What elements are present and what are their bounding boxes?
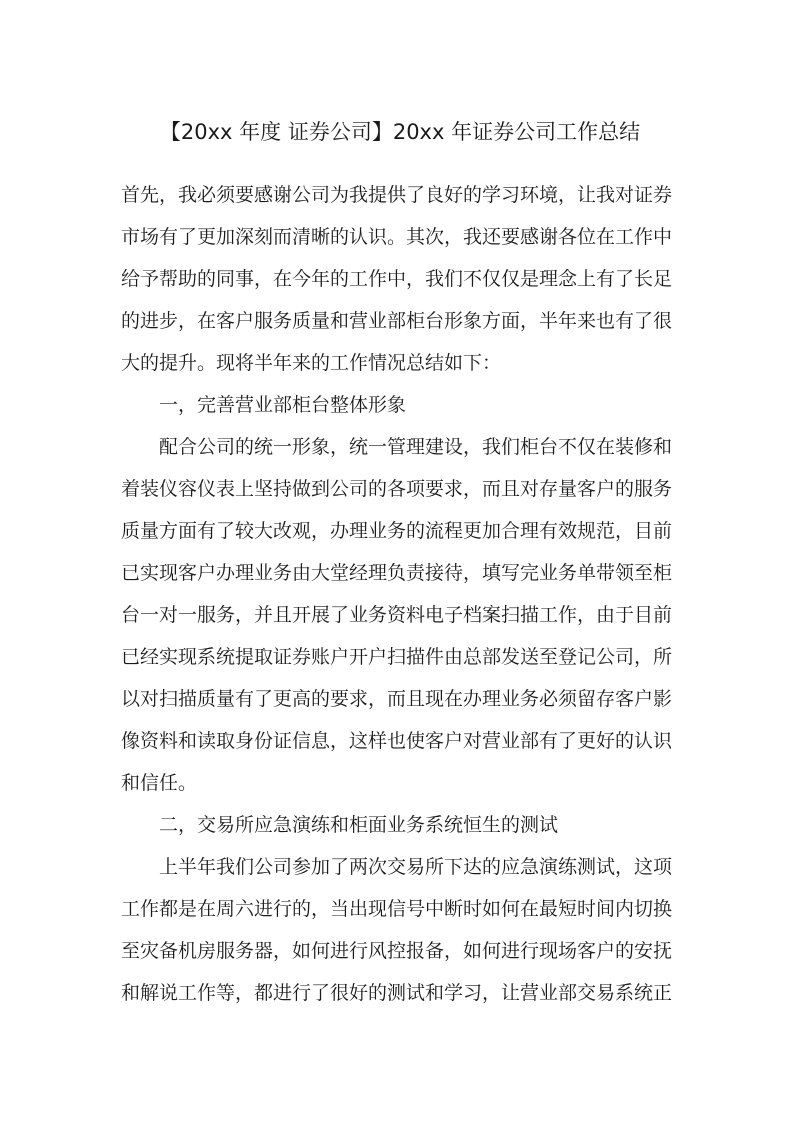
document-title: 【20xx 年度 证券公司】20xx 年证券公司工作总结 [159, 120, 641, 144]
body-line: 和信任。 [121, 772, 198, 794]
body-line: 给予帮助的同事，在今年的工作中，我们不仅仅是理念上有了长足 [121, 268, 673, 290]
body-line: 至灾备机房服务器，如何进行风控报备，如何进行现场客户的安抚 [121, 940, 673, 962]
body-line: 的进步，在客户服务质量和营业部柜台形象方面，半年来也有了很 [121, 310, 673, 332]
body-line: 大的提升。现将半年来的工作情况总结如下： [121, 352, 502, 374]
body-line: 工作都是在周六进行的，当出现信号中断时如何在最短时间内切换 [121, 898, 673, 920]
section-heading: 二，交易所应急演练和柜面业务系统恒生的测试 [159, 814, 559, 836]
body-line: 市场有了更加深刻而清晰的认识。其次，我还要感谢各位在工作中 [121, 226, 673, 248]
body-line: 着装仪容仪表上坚持做到公司的各项要求，而且对存量客户的服务 [121, 478, 673, 500]
section-heading: 一，完善营业部柜台整体形象 [159, 394, 407, 416]
body-line: 台一对一服务，并且开展了业务资料电子档案扫描工作，由于目前 [121, 604, 673, 626]
body-line: 质量方面有了较大改观，办理业务的流程更加合理有效规范，目前 [121, 520, 673, 542]
body-line: 上半年我们公司参加了两次交易所下达的应急演练测试，这项 [159, 856, 673, 878]
body-line: 已实现客户办理业务由大堂经理负责接待，填写完业务单带领至柜 [121, 562, 673, 584]
body-line: 像资料和读取身份证信息，这样也使客户对营业部有了更好的认识 [121, 730, 673, 752]
body-line: 和解说工作等，都进行了很好的测试和学习，让营业部交易系统正 [121, 982, 673, 1004]
body-line: 已经实现系统提取证券账户开户扫描件由总部发送至登记公司，所 [121, 646, 673, 668]
body-line: 首先，我必须要感谢公司为我提供了良好的学习环境，让我对证券 [121, 184, 673, 206]
body-line: 以对扫描质量有了更高的要求，而且现在办理业务必须留存客户影 [121, 688, 673, 710]
body-line: 配合公司的统一形象，统一管理建设，我们柜台不仅在装修和 [159, 436, 673, 458]
